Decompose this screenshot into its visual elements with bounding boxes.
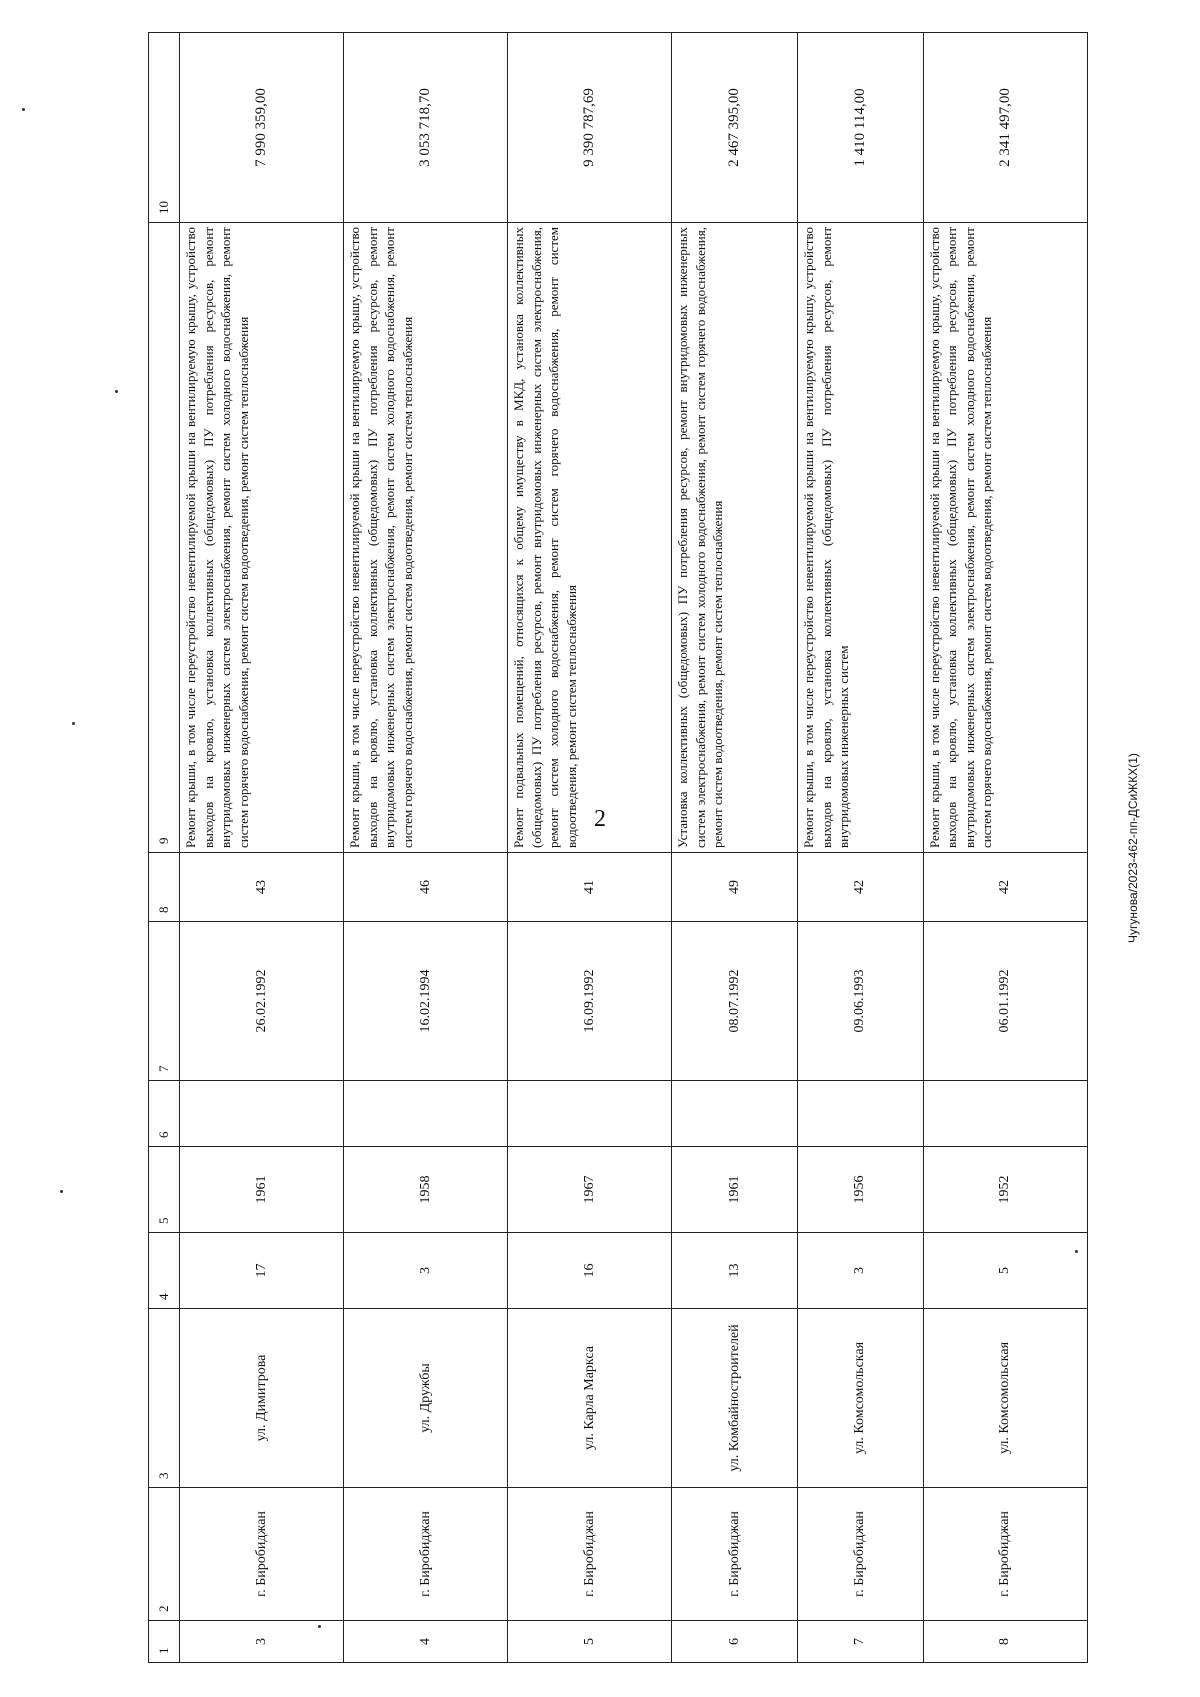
- year-cell: 1952: [923, 1147, 1087, 1233]
- year-cell: 1961: [180, 1147, 344, 1233]
- cost-cell: 3 053 718,70: [344, 33, 508, 223]
- cost-cell: 1 410 114,00: [798, 33, 924, 223]
- header-cell: 10: [149, 33, 180, 223]
- year-cell: 1967: [508, 1147, 672, 1233]
- scan-speck: [60, 1190, 63, 1193]
- house-cell: 5: [923, 1233, 1087, 1309]
- works-cell: Ремонт крыши, в том числе переустройство невентилируемой крыши на вентилируемую крышу, устройство выходов на кровлю, установка коллективных (общедомовых) ПУ потребления ресурсов, ремонт внутридомовых инженерных систем: [798, 223, 924, 853]
- col6-cell: [798, 1081, 924, 1147]
- works-cell: Ремонт крыши, в том числе переустройство невентилируемой крыши на вентилируемую крышу, устройство выходов на кровлю, установка коллективных (общедомовых) ПУ потребления ресурсов, ремонт внутридомовых инженерных систем электроснабжения, ремонт систем холодного водоснабжения, ремонт систем горячего водоснабжения, ремонт систем водоотведения, ремонт систем теплоснабжения: [923, 223, 1087, 853]
- works-cell: Установка коллективных (общедомовых) ПУ потребления ресурсов, ремонт внутридомовых инженерных систем электроснабжения, ремонт систем холодного водоснабжения, ремонт систем горячего водоснабжения, ремонт систем водоотведения, ремонт систем теплоснабжения: [672, 223, 798, 853]
- city-cell: г. Биробиджан: [923, 1488, 1087, 1621]
- city-cell: г. Биробиджан: [798, 1488, 924, 1621]
- table-row: [798, 33, 924, 1663]
- col6-cell: [672, 1081, 798, 1147]
- header-cell: 7: [149, 922, 180, 1081]
- year-cell: 1961: [672, 1147, 798, 1233]
- street-cell: ул. Комсомольская: [798, 1309, 924, 1488]
- page-number: 2: [594, 806, 606, 832]
- date-cell: 08.07.1992: [672, 922, 798, 1081]
- table-row: [344, 33, 508, 1663]
- header-cell: 8: [149, 853, 180, 922]
- year-cell: 1956: [798, 1147, 924, 1233]
- house-cell: 17: [180, 1233, 344, 1309]
- col6-cell: [180, 1081, 344, 1147]
- scan-speck: [22, 108, 25, 111]
- cost-cell: 2 341 497,00: [923, 33, 1087, 223]
- city-cell: г. Биробиджан: [672, 1488, 798, 1621]
- header-cell: 3: [149, 1309, 180, 1488]
- house-cell: 13: [672, 1233, 798, 1309]
- col6-cell: [923, 1081, 1087, 1147]
- header-cell: 9: [149, 223, 180, 853]
- table-row: [508, 33, 672, 1663]
- num-cell: 46: [344, 853, 508, 922]
- rotated-table-container: [148, 33, 1088, 1663]
- street-cell: ул. Дружбы: [344, 1309, 508, 1488]
- house-cell: 16: [508, 1233, 672, 1309]
- street-cell: ул. Комбайностроителей: [672, 1309, 798, 1488]
- table-row: [672, 33, 798, 1663]
- works-cell: Ремонт подвальных помещений, относящихся к общему имуществу в МКД, установка коллективных (общедомовых) ПУ потребления ресурсов, ремонт внутридомовых инженерных систем электроснабжения, ремонт систем холодного водоснабжения, ремонт систем горячего водоснабжения, ремонт систем водоотведения, ремонт систем теплоснабжения: [508, 223, 672, 853]
- table-row: [923, 33, 1087, 1663]
- header-cell: 4: [149, 1233, 180, 1309]
- header-cell: 2: [149, 1488, 180, 1621]
- col6-cell: [344, 1081, 508, 1147]
- works-cell: Ремонт крыши, в том числе переустройство невентилируемой крыши на вентилируемую крышу, устройство выходов на кровлю, установка коллективных (общедомовых) ПУ потребления ресурсов, ремонт внутридомовых инженерных систем электроснабжения, ремонт систем холодного водоснабжения, ремонт систем горячего водоснабжения, ремонт систем водоотведения, ремонт систем теплоснабжения: [180, 223, 344, 853]
- row-number: 7: [798, 1621, 924, 1663]
- table-row: [180, 33, 344, 1663]
- date-cell: 06.01.1992: [923, 922, 1087, 1081]
- row-number: 8: [923, 1621, 1087, 1663]
- document-footer: Чугунова/2023-462-пп-ДСиЖКХ(1): [1126, 753, 1140, 943]
- row-number: 6: [672, 1621, 798, 1663]
- house-cell: 3: [344, 1233, 508, 1309]
- city-cell: г. Биробиджан: [344, 1488, 508, 1621]
- date-cell: 26.02.1992: [180, 922, 344, 1081]
- street-cell: ул. Карла Маркса: [508, 1309, 672, 1488]
- city-cell: г. Биробиджан: [180, 1488, 344, 1621]
- year-cell: 1958: [344, 1147, 508, 1233]
- num-cell: 49: [672, 853, 798, 922]
- house-cell: 3: [798, 1233, 924, 1309]
- num-cell: 42: [923, 853, 1087, 922]
- table-header-row: [149, 33, 180, 1663]
- num-cell: 42: [798, 853, 924, 922]
- header-cell: 5: [149, 1147, 180, 1233]
- row-number: 5: [508, 1621, 672, 1663]
- scan-speck: [72, 722, 75, 725]
- date-cell: 16.02.1994: [344, 922, 508, 1081]
- cost-cell: 2 467 395,00: [672, 33, 798, 223]
- repair-register-table: [148, 32, 1088, 1663]
- street-cell: ул. Димитрова: [180, 1309, 344, 1488]
- date-cell: 16.09.1992: [508, 922, 672, 1081]
- num-cell: 41: [508, 853, 672, 922]
- header-cell: 1: [149, 1621, 180, 1663]
- col6-cell: [508, 1081, 672, 1147]
- scan-speck: [115, 390, 118, 393]
- works-cell: Ремонт крыши, в том числе переустройство невентилируемой крыши на вентилируемую крышу, устройство выходов на кровлю, установка коллективных (общедомовых) ПУ потребления ресурсов, ремонт внутридомовых инженерных систем электроснабжения, ремонт систем холодного водоснабжения, ремонт систем горячего водоснабжения, ремонт систем водоотведения, ремонт систем теплоснабжения: [344, 223, 508, 853]
- row-number: 4: [344, 1621, 508, 1663]
- city-cell: г. Биробиджан: [508, 1488, 672, 1621]
- cost-cell: 9 390 787,69: [508, 33, 672, 223]
- row-number: 3: [180, 1621, 344, 1663]
- date-cell: 09.06.1993: [798, 922, 924, 1081]
- street-cell: ул. Комсомольская: [923, 1309, 1087, 1488]
- num-cell: 43: [180, 853, 344, 922]
- cost-cell: 7 990 359,00: [180, 33, 344, 223]
- header-cell: 6: [149, 1081, 180, 1147]
